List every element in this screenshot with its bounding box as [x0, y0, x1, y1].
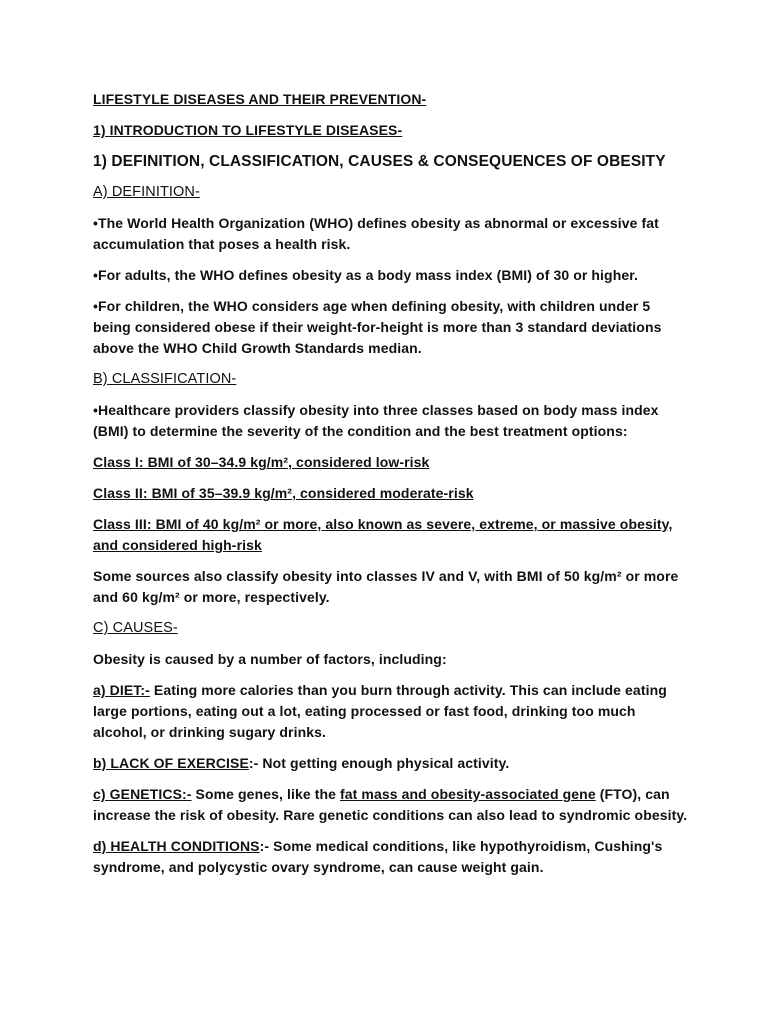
class-2-item: Class II: BMI of 35–39.9 kg/m², considered moderate-risk	[93, 485, 474, 501]
document-title: LIFESTYLE DISEASES AND THEIR PREVENTION-	[93, 91, 427, 107]
cause-item	[93, 680, 688, 743]
cause-item	[93, 784, 688, 826]
definition-paragraph: •The World Health Organization (WHO) defines obesity as abnormal or excessive fat accumulation that poses a health risk.	[93, 215, 659, 252]
classification-paragraph: •Healthcare providers classify obesity into three classes based on body mass index (BMI) to determine the severity of the condition and the best treatment options:	[93, 402, 659, 439]
causes-heading: C) CAUSES-	[93, 620, 178, 636]
cause-item	[93, 753, 688, 774]
cause-item-label: fat mass and obesity-associated gene	[340, 786, 596, 802]
cause-item-label: c) GENETICS:-	[93, 786, 192, 802]
definition-heading: A) DEFINITION-	[93, 184, 200, 200]
cause-item-text: (FTO), can increase the risk of obesity. Rare genetic conditions can also lead to syndromic obesity.	[93, 786, 688, 823]
classification-heading: B) CLASSIFICATION-	[93, 371, 237, 387]
cause-item-text: Eating more calories than you burn through activity. This can include eating large portions, eating out a lot, eating processed or fast food, drinking too much alcohol, or drinking sugary drinks.	[93, 682, 667, 740]
causes-list	[93, 680, 688, 878]
cause-item-label: b) LACK OF EXERCISE	[93, 755, 249, 771]
definition-paragraph: •For adults, the WHO defines obesity as a body mass index (BMI) of 30 or higher.	[93, 267, 638, 283]
cause-item-text: Some genes, like the	[191, 786, 341, 802]
topic-heading-text: 1) DEFINITION, CLASSIFICATION, CAUSES & CONSEQUENCES OF OBESITY	[93, 153, 666, 170]
cause-item-label: a) DIET:-	[93, 682, 150, 698]
cause-item-text: :- Not getting enough physical activity.	[248, 755, 510, 771]
cause-item	[93, 836, 688, 878]
definition-paragraph: •For children, the WHO considers age when defining obesity, with children under 5 being considered obese if their weight-for-height is more than 3 standard deviations above the WHO Child Growth Standards median.	[93, 298, 662, 356]
classification-note: Some sources also classify obesity into classes IV and V, with BMI of 50 kg/m² or more and 60 kg/m² or more, respectively.	[93, 568, 679, 605]
intro-heading: 1) INTRODUCTION TO LIFESTYLE DISEASES-	[93, 122, 403, 138]
cause-item-text: :- Some medical conditions, like hypothyroidism, Cushing's syndrome, and polycystic ovary syndrome, can cause weight gain.	[93, 838, 663, 875]
class-3-item: Class III: BMI of 40 kg/m² or more, also known as severe, extreme, or massive obesity, and considered high-risk	[93, 516, 673, 553]
cause-item-label: d) HEALTH CONDITIONS	[93, 838, 260, 854]
causes-intro: Obesity is caused by a number of factors, including:	[93, 651, 447, 667]
topic-heading	[93, 151, 688, 172]
class-1-item: Class I: BMI of 30–34.9 kg/m², considered low-risk	[93, 454, 430, 470]
